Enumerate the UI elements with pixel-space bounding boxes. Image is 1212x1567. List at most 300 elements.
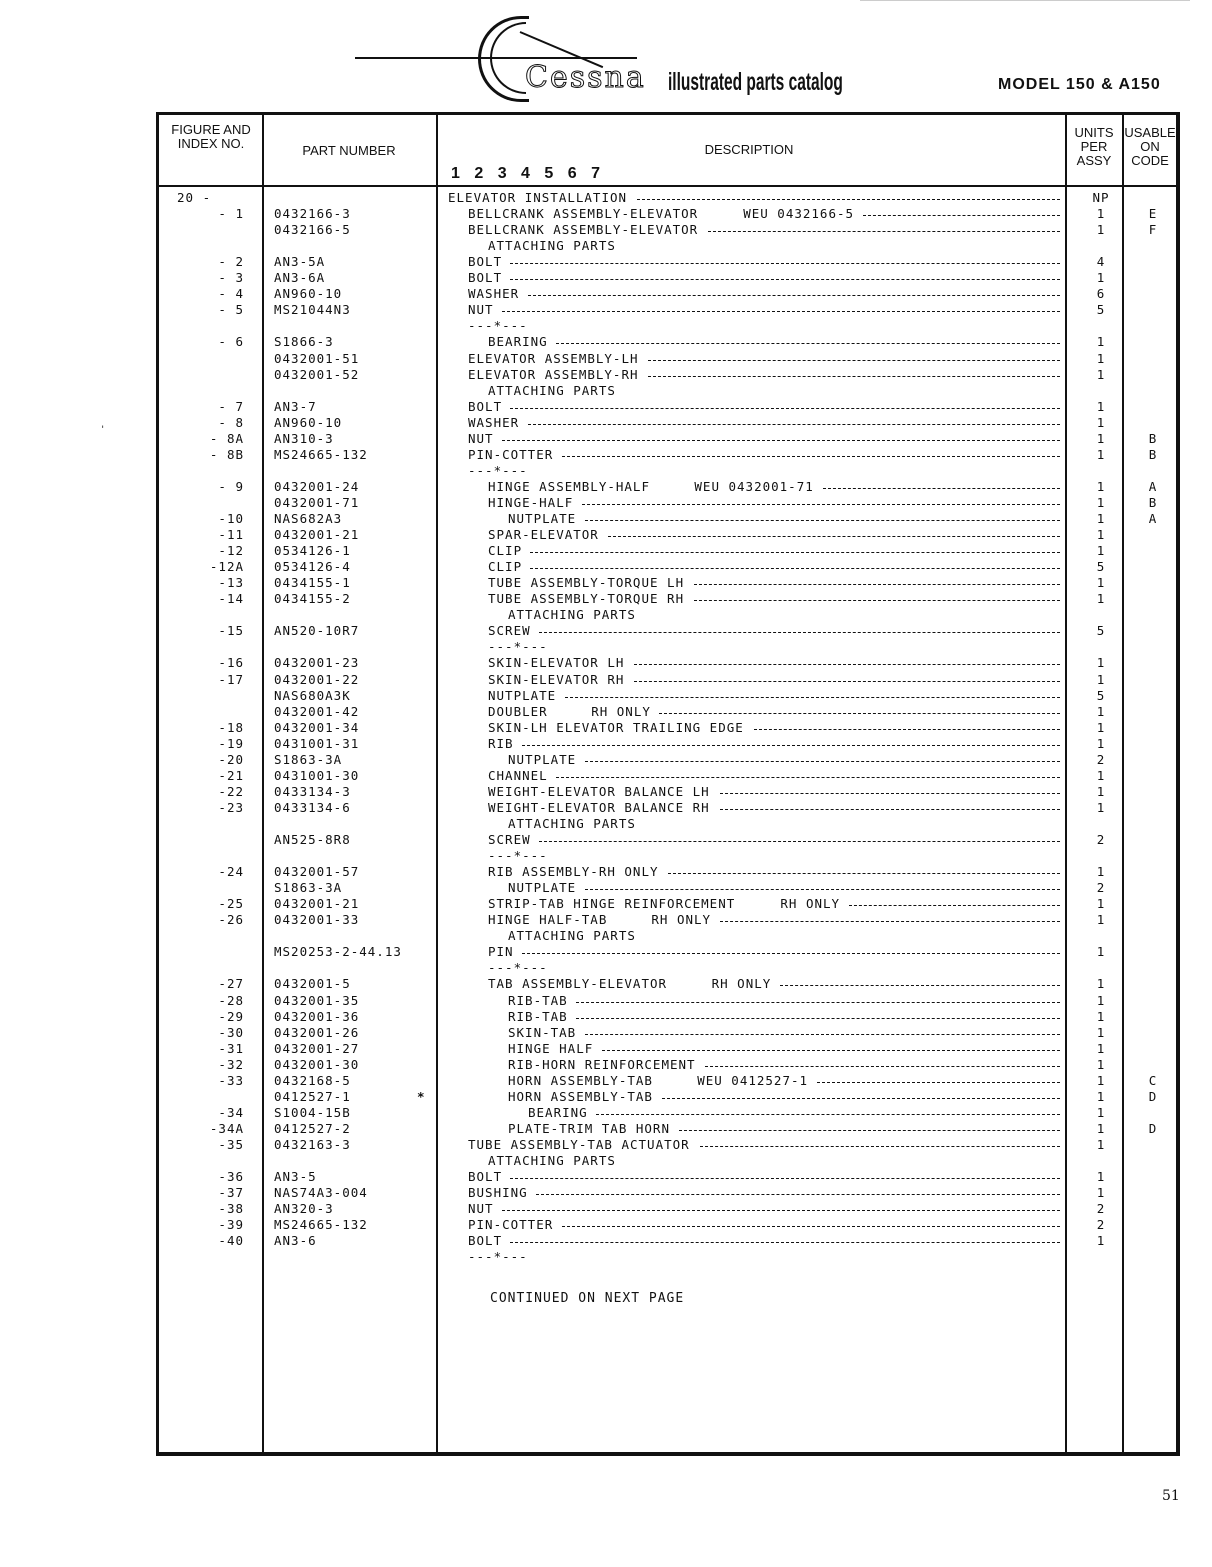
- units-per-assy: 1: [1096, 783, 1106, 799]
- table-row: [159, 1169, 1176, 1185]
- part-number: NAS680A3K: [274, 687, 351, 703]
- table-row: [159, 736, 1176, 752]
- figure-index: -34: [218, 1104, 244, 1120]
- description: BELLCRANK ASSEMBLY-ELEVATOR: [468, 206, 699, 222]
- part-number: AN3-6A: [274, 270, 326, 286]
- units-per-assy: 6: [1096, 286, 1106, 302]
- figure-index: -33: [218, 1072, 244, 1088]
- description: RIB-TAB: [508, 992, 568, 1008]
- description: ---*---: [468, 318, 528, 334]
- part-number: AN3-6: [274, 1233, 317, 1249]
- table-row: [159, 880, 1176, 896]
- description: TUBE ASSEMBLY-TORQUE LH: [488, 575, 685, 591]
- part-number: 0432001-30: [274, 1056, 360, 1072]
- part-number: MS21044N3: [274, 302, 351, 318]
- part-number: 0434155-1: [274, 575, 351, 591]
- leader-line: [502, 440, 1060, 442]
- figure-index: - 3: [218, 270, 244, 286]
- description-note: WEU 0432166-5: [743, 206, 855, 222]
- leader-line: [700, 1146, 1060, 1148]
- leader-line: [705, 1066, 1060, 1068]
- description: RIB: [488, 735, 514, 751]
- figure-index: 20 -: [177, 190, 212, 205]
- description: HORN ASSEMBLY-TAB: [508, 1072, 653, 1088]
- leader-line: [530, 568, 1060, 570]
- description: SCREW: [488, 832, 531, 847]
- figure-index: -38: [218, 1201, 244, 1217]
- table-row: [159, 928, 1176, 944]
- table-row: [159, 543, 1176, 559]
- figure-index: - 2: [218, 254, 244, 270]
- part-number: AN525-8R8: [274, 832, 351, 847]
- units-per-assy: 1: [1096, 591, 1106, 607]
- part-number: 0431001-31: [274, 735, 360, 751]
- table-row: [159, 864, 1176, 880]
- part-number: 0432166-5: [274, 222, 351, 238]
- description: SKIN-LH ELEVATOR TRAILING EDGE: [488, 719, 744, 735]
- leader-line: [556, 343, 1060, 345]
- units-per-assy: 1: [1096, 575, 1106, 591]
- leader-line: [596, 1114, 1060, 1116]
- description: HINGE ASSEMBLY-HALF: [488, 478, 650, 494]
- col-header-figure: FIGURE AND INDEX NO.: [171, 122, 251, 151]
- figure-index: -28: [218, 992, 244, 1008]
- table-row: [159, 527, 1176, 543]
- units-per-assy: 2: [1096, 1217, 1106, 1233]
- description: WEIGHT-ELEVATOR BALANCE RH: [488, 799, 710, 815]
- part-number: 0432163-3: [274, 1136, 351, 1152]
- description: WASHER: [468, 414, 520, 430]
- table-row: [159, 206, 1176, 222]
- figure-index: - 8: [218, 414, 244, 430]
- units-per-assy: 5: [1096, 302, 1106, 318]
- part-number: NAS74A3-004: [274, 1185, 368, 1201]
- description: RIB ASSEMBLY-RH ONLY: [488, 864, 659, 880]
- leader-line: [849, 905, 1060, 907]
- table-row: [159, 993, 1176, 1009]
- description: RIB-HORN REINFORCEMENT: [508, 1056, 696, 1072]
- description: ---*---: [488, 960, 548, 976]
- units-per-assy: 1: [1096, 735, 1106, 751]
- units-per-assy: 1: [1096, 1120, 1106, 1136]
- usable-code: B: [1148, 446, 1158, 462]
- figure-index: - 7: [218, 398, 244, 414]
- table-row: [159, 1073, 1176, 1089]
- description: HINGE HALF: [508, 1040, 594, 1056]
- leader-line: [648, 376, 1060, 378]
- units-per-assy: 1: [1096, 527, 1106, 543]
- part-number: 0432001-5: [274, 976, 351, 992]
- page-number: 51: [1162, 1488, 1180, 1504]
- part-number: 0432001-52: [274, 366, 360, 382]
- table-row: [159, 768, 1176, 784]
- scan-edge-line: [860, 0, 1190, 1]
- part-number: 0431001-30: [274, 767, 360, 783]
- leader-line: [668, 873, 1060, 875]
- part-number: 0432001-22: [274, 671, 360, 687]
- usable-code: F: [1148, 222, 1158, 238]
- units-per-assy: 5: [1096, 559, 1106, 575]
- part-number: 0434155-2: [274, 591, 351, 607]
- leader-line: [720, 793, 1060, 795]
- figure-index: -37: [218, 1185, 244, 1201]
- col-header-usable: USABLE ON CODE: [1124, 125, 1176, 168]
- part-number: AN3-5A: [274, 254, 326, 270]
- figure-index: - 5: [218, 302, 244, 318]
- figure-index: -23: [218, 799, 244, 815]
- description: WASHER: [468, 286, 520, 302]
- figure-index: -12: [218, 543, 244, 559]
- table-row: [159, 1185, 1176, 1201]
- table-row: [159, 976, 1176, 992]
- leader-line: [530, 552, 1060, 554]
- description: STRIP-TAB HINGE REINFORCEMENT: [488, 896, 736, 912]
- figure-index: -14: [218, 591, 244, 607]
- part-number: MS24665-132: [274, 446, 368, 462]
- description: NUTPLATE: [508, 511, 577, 526]
- description: NUTPLATE: [488, 687, 557, 703]
- description: ATTACHING PARTS: [488, 1153, 616, 1168]
- figure-index: - 8B: [209, 446, 244, 462]
- part-number: 0432001-21: [274, 527, 360, 543]
- usable-code: B: [1148, 494, 1158, 510]
- units-per-assy: 1: [1096, 1136, 1106, 1152]
- description: ATTACHING PARTS: [508, 928, 636, 944]
- table-row: [159, 688, 1176, 704]
- part-number: AN960-10: [274, 286, 343, 302]
- description: ELEVATOR ASSEMBLY-RH: [468, 366, 639, 382]
- units-per-assy: 1: [1096, 334, 1106, 350]
- description: PIN-COTTER: [468, 446, 554, 462]
- units-per-assy: 4: [1096, 254, 1106, 270]
- col-header-description: DESCRIPTION: [704, 142, 794, 157]
- description: RIB-TAB: [508, 1008, 568, 1024]
- part-number: 0432001-71: [274, 494, 360, 510]
- description: WEIGHT-ELEVATOR BALANCE LH: [488, 783, 710, 799]
- table-row: [159, 1249, 1176, 1265]
- usable-code: C: [1148, 1072, 1158, 1088]
- parts-table: [156, 112, 1180, 1456]
- table-row: [159, 318, 1176, 334]
- description: TUBE ASSEMBLY-TAB ACTUATOR: [468, 1136, 690, 1152]
- leader-line: [536, 1194, 1060, 1196]
- table-row: [159, 752, 1176, 768]
- part-number: AN3-5: [274, 1169, 317, 1185]
- leader-line: [694, 584, 1060, 586]
- table-row: [159, 1201, 1176, 1217]
- leader-line: [720, 921, 1060, 923]
- description: PLATE-TRIM TAB HORN: [508, 1120, 670, 1136]
- description: PIN: [488, 944, 514, 960]
- units-per-assy: 1: [1096, 1024, 1106, 1040]
- leader-line: [562, 456, 1060, 458]
- table-row: [159, 1233, 1176, 1249]
- description-note: RH ONLY: [711, 976, 772, 992]
- leader-line: [510, 408, 1060, 410]
- part-number: AN320-3: [274, 1201, 334, 1217]
- description: ATTACHING PARTS: [488, 382, 616, 398]
- model-title: MODEL 150 & A150: [998, 76, 1161, 93]
- margin-mark: ': [100, 425, 106, 435]
- figure-index: -29: [218, 1008, 244, 1024]
- part-number: S1863-3A: [274, 880, 343, 896]
- description: BOLT: [468, 254, 503, 270]
- units-per-assy: 1: [1096, 864, 1106, 880]
- figure-index: - 6: [218, 334, 244, 350]
- description-note: RH ONLY: [591, 703, 651, 719]
- part-number: 0432001-34: [274, 719, 360, 735]
- description: ---*---: [488, 848, 548, 864]
- units-per-assy: 1: [1096, 976, 1106, 992]
- table-row: [159, 672, 1176, 688]
- header-divider: [159, 185, 1176, 187]
- units-per-assy: 2: [1096, 832, 1106, 847]
- units-per-assy: 2: [1096, 1201, 1106, 1217]
- leader-line: [679, 1130, 1060, 1132]
- description-note: WEU 0412527-1: [697, 1072, 809, 1088]
- table-row: [159, 720, 1176, 736]
- description: BEARING: [528, 1104, 588, 1120]
- leader-line: [863, 215, 1060, 217]
- part-number: 0432001-24: [274, 478, 360, 494]
- table-row: [159, 1089, 1176, 1105]
- table-row: [159, 190, 1176, 206]
- units-per-assy: 1: [1096, 703, 1106, 719]
- table-row: [159, 334, 1176, 350]
- part-number: 0412527-1: [274, 1088, 351, 1104]
- part-number: 0432001-36: [274, 1008, 360, 1024]
- table-row: [159, 415, 1176, 431]
- description: HORN ASSEMBLY-TAB: [508, 1088, 653, 1104]
- part-number: 0432001-27: [274, 1040, 360, 1056]
- part-number: 0432168-5: [274, 1072, 351, 1088]
- leader-line: [510, 1178, 1060, 1180]
- part-number: S1863-3A: [274, 751, 343, 767]
- units-per-assy: 1: [1096, 719, 1106, 735]
- figure-index: -30: [218, 1024, 244, 1040]
- table-row: [159, 302, 1176, 318]
- description: SKIN-ELEVATOR LH: [488, 655, 625, 671]
- leader-line: [502, 311, 1060, 313]
- units-per-assy: 1: [1096, 270, 1106, 286]
- units-per-assy: 1: [1096, 446, 1106, 462]
- units-per-assy: 2: [1096, 751, 1106, 767]
- description: ---*---: [468, 462, 528, 478]
- figure-index: -20: [218, 751, 244, 767]
- part-number: 0432001-35: [274, 992, 360, 1008]
- part-number: AN310-3: [274, 430, 334, 446]
- leader-line: [602, 1050, 1060, 1052]
- description: SPAR-ELEVATOR: [488, 527, 599, 543]
- description: NUTPLATE: [508, 751, 577, 767]
- units-per-assy: 1: [1096, 430, 1106, 446]
- catalog-title: illustrated parts catalog: [668, 68, 843, 96]
- table-row: [159, 238, 1176, 254]
- table-row: [159, 655, 1176, 671]
- leader-line: [694, 600, 1060, 602]
- table-row: [159, 575, 1176, 591]
- units-per-assy: 1: [1096, 1169, 1106, 1185]
- units-per-assy: 1: [1096, 1008, 1106, 1024]
- units-per-assy: 1: [1096, 896, 1106, 912]
- units-per-assy: 1: [1096, 655, 1106, 671]
- units-per-assy: NP: [1092, 190, 1110, 205]
- table-row: [159, 1217, 1176, 1233]
- description: CLIP: [488, 559, 523, 575]
- figure-index: -18: [218, 719, 244, 735]
- units-per-assy: 1: [1096, 366, 1106, 382]
- part-number: 0432001-21: [274, 896, 360, 912]
- leader-line: [637, 199, 1060, 201]
- part-number: 0432001-51: [274, 350, 360, 366]
- units-per-assy: 1: [1096, 1104, 1106, 1120]
- description: DOUBLER: [488, 703, 548, 719]
- units-per-assy: 1: [1096, 350, 1106, 366]
- continued-note: CONTINUED ON NEXT PAGE: [490, 1291, 685, 1306]
- figure-index: -12A: [209, 559, 244, 575]
- table-row: [159, 816, 1176, 832]
- figure-index: -31: [218, 1040, 244, 1056]
- description: BOLT: [468, 270, 503, 286]
- description: TAB ASSEMBLY-ELEVATOR: [488, 976, 668, 992]
- part-number: 0534126-1: [274, 543, 351, 559]
- leader-line: [585, 1034, 1060, 1036]
- leader-line: [562, 1226, 1060, 1228]
- leader-line: [576, 1018, 1060, 1020]
- leader-line: [823, 488, 1060, 490]
- units-per-assy: 1: [1096, 1185, 1106, 1201]
- table-row: [159, 704, 1176, 720]
- description: BELLCRANK ASSEMBLY-ELEVATOR: [468, 222, 699, 238]
- usable-code: D: [1148, 1120, 1158, 1136]
- description: BOLT: [468, 398, 503, 414]
- units-per-assy: 1: [1096, 398, 1106, 414]
- units-per-assy: 1: [1096, 1040, 1106, 1056]
- leader-line: [510, 279, 1060, 281]
- units-per-assy: 1: [1096, 912, 1106, 928]
- table-row: [159, 591, 1176, 607]
- leader-line: [576, 1002, 1060, 1004]
- figure-index: -13: [218, 575, 244, 591]
- figure-index: -25: [218, 896, 244, 912]
- table-row: [159, 1105, 1176, 1121]
- units-per-assy: 1: [1096, 1056, 1106, 1072]
- description: SKIN-TAB: [508, 1024, 577, 1040]
- table-row: [159, 1121, 1176, 1137]
- usable-code: B: [1148, 430, 1158, 446]
- description-note: WEU 0432001-71: [694, 478, 814, 494]
- table-row: [159, 1137, 1176, 1153]
- units-per-assy: 1: [1096, 671, 1106, 687]
- leader-line: [585, 520, 1060, 522]
- figure-index: -34A: [209, 1120, 244, 1136]
- table-row: [159, 832, 1176, 848]
- part-number: AN960-10: [274, 414, 343, 430]
- leader-line: [780, 985, 1060, 987]
- figure-index: -22: [218, 783, 244, 799]
- figure-index: -15: [218, 623, 244, 639]
- figure-index: - 4: [218, 286, 244, 302]
- description-note: RH ONLY: [780, 896, 841, 912]
- part-number: 0433134-3: [274, 783, 351, 799]
- description: CHANNEL: [488, 767, 548, 783]
- figure-index: - 1: [218, 206, 244, 222]
- figure-index: -36: [218, 1169, 244, 1185]
- description: NUT: [468, 1201, 494, 1217]
- leader-line: [720, 809, 1060, 811]
- figure-index: -27: [218, 976, 244, 992]
- figure-index: - 9: [218, 478, 244, 494]
- part-number: 0432001-33: [274, 912, 360, 928]
- table-row: [159, 367, 1176, 383]
- units-per-assy: 1: [1096, 799, 1106, 815]
- leader-line: [522, 745, 1060, 747]
- table-row: [159, 431, 1176, 447]
- units-per-assy: 2: [1096, 880, 1106, 896]
- leader-line: [528, 424, 1060, 426]
- table-row: [159, 896, 1176, 912]
- figure-index: -35: [218, 1136, 244, 1152]
- leader-line: [510, 263, 1060, 265]
- table-row: [159, 254, 1176, 270]
- figure-index: -10: [218, 511, 244, 526]
- units-per-assy: 1: [1096, 1233, 1106, 1249]
- figure-index: - 8A: [209, 430, 244, 446]
- description: NUT: [468, 302, 494, 318]
- units-per-assy: 5: [1096, 687, 1106, 703]
- part-number: S1866-3: [274, 334, 334, 350]
- leader-line: [582, 504, 1060, 506]
- description: SKIN-ELEVATOR RH: [488, 671, 625, 687]
- part-number: MS20253-2-44.13: [274, 944, 402, 960]
- leader-line: [510, 1242, 1060, 1244]
- description: ELEVATOR ASSEMBLY-LH: [468, 350, 639, 366]
- leader-line: [662, 1098, 1060, 1100]
- leader-line: [634, 681, 1060, 683]
- units-per-assy: 5: [1096, 623, 1106, 639]
- table-row: [159, 1009, 1176, 1025]
- leader-line: [608, 536, 1060, 538]
- usable-code: E: [1148, 206, 1158, 222]
- description-note: RH ONLY: [651, 912, 712, 928]
- table-row: [159, 912, 1176, 928]
- part-number: 0432166-3: [274, 206, 351, 222]
- part-number: 0432001-42: [274, 703, 360, 719]
- description: TUBE ASSEMBLY-TORQUE RH: [488, 591, 685, 607]
- figure-index: -32: [218, 1056, 244, 1072]
- table-row: [159, 1025, 1176, 1041]
- figure-index: -17: [218, 671, 244, 687]
- units-per-assy: 1: [1096, 494, 1106, 510]
- units-per-assy: 1: [1096, 992, 1106, 1008]
- table-row: [159, 848, 1176, 864]
- table-row: [159, 607, 1176, 623]
- table-row: [159, 800, 1176, 816]
- description: PIN-COTTER: [468, 1217, 554, 1233]
- description: ---*---: [488, 639, 548, 655]
- usable-code: A: [1148, 511, 1158, 526]
- units-per-assy: 1: [1096, 414, 1106, 430]
- figure-index: -40: [218, 1233, 244, 1249]
- part-number: AN520-10R7: [274, 623, 360, 639]
- description: BUSHING: [468, 1185, 528, 1201]
- description: ATTACHING PARTS: [488, 238, 616, 254]
- indent-digits: 1 2 3 4 5 6 7: [451, 165, 605, 182]
- leader-line: [817, 1082, 1060, 1084]
- table-row: [159, 286, 1176, 302]
- leader-line: [634, 664, 1060, 666]
- description: ATTACHING PARTS: [508, 607, 636, 623]
